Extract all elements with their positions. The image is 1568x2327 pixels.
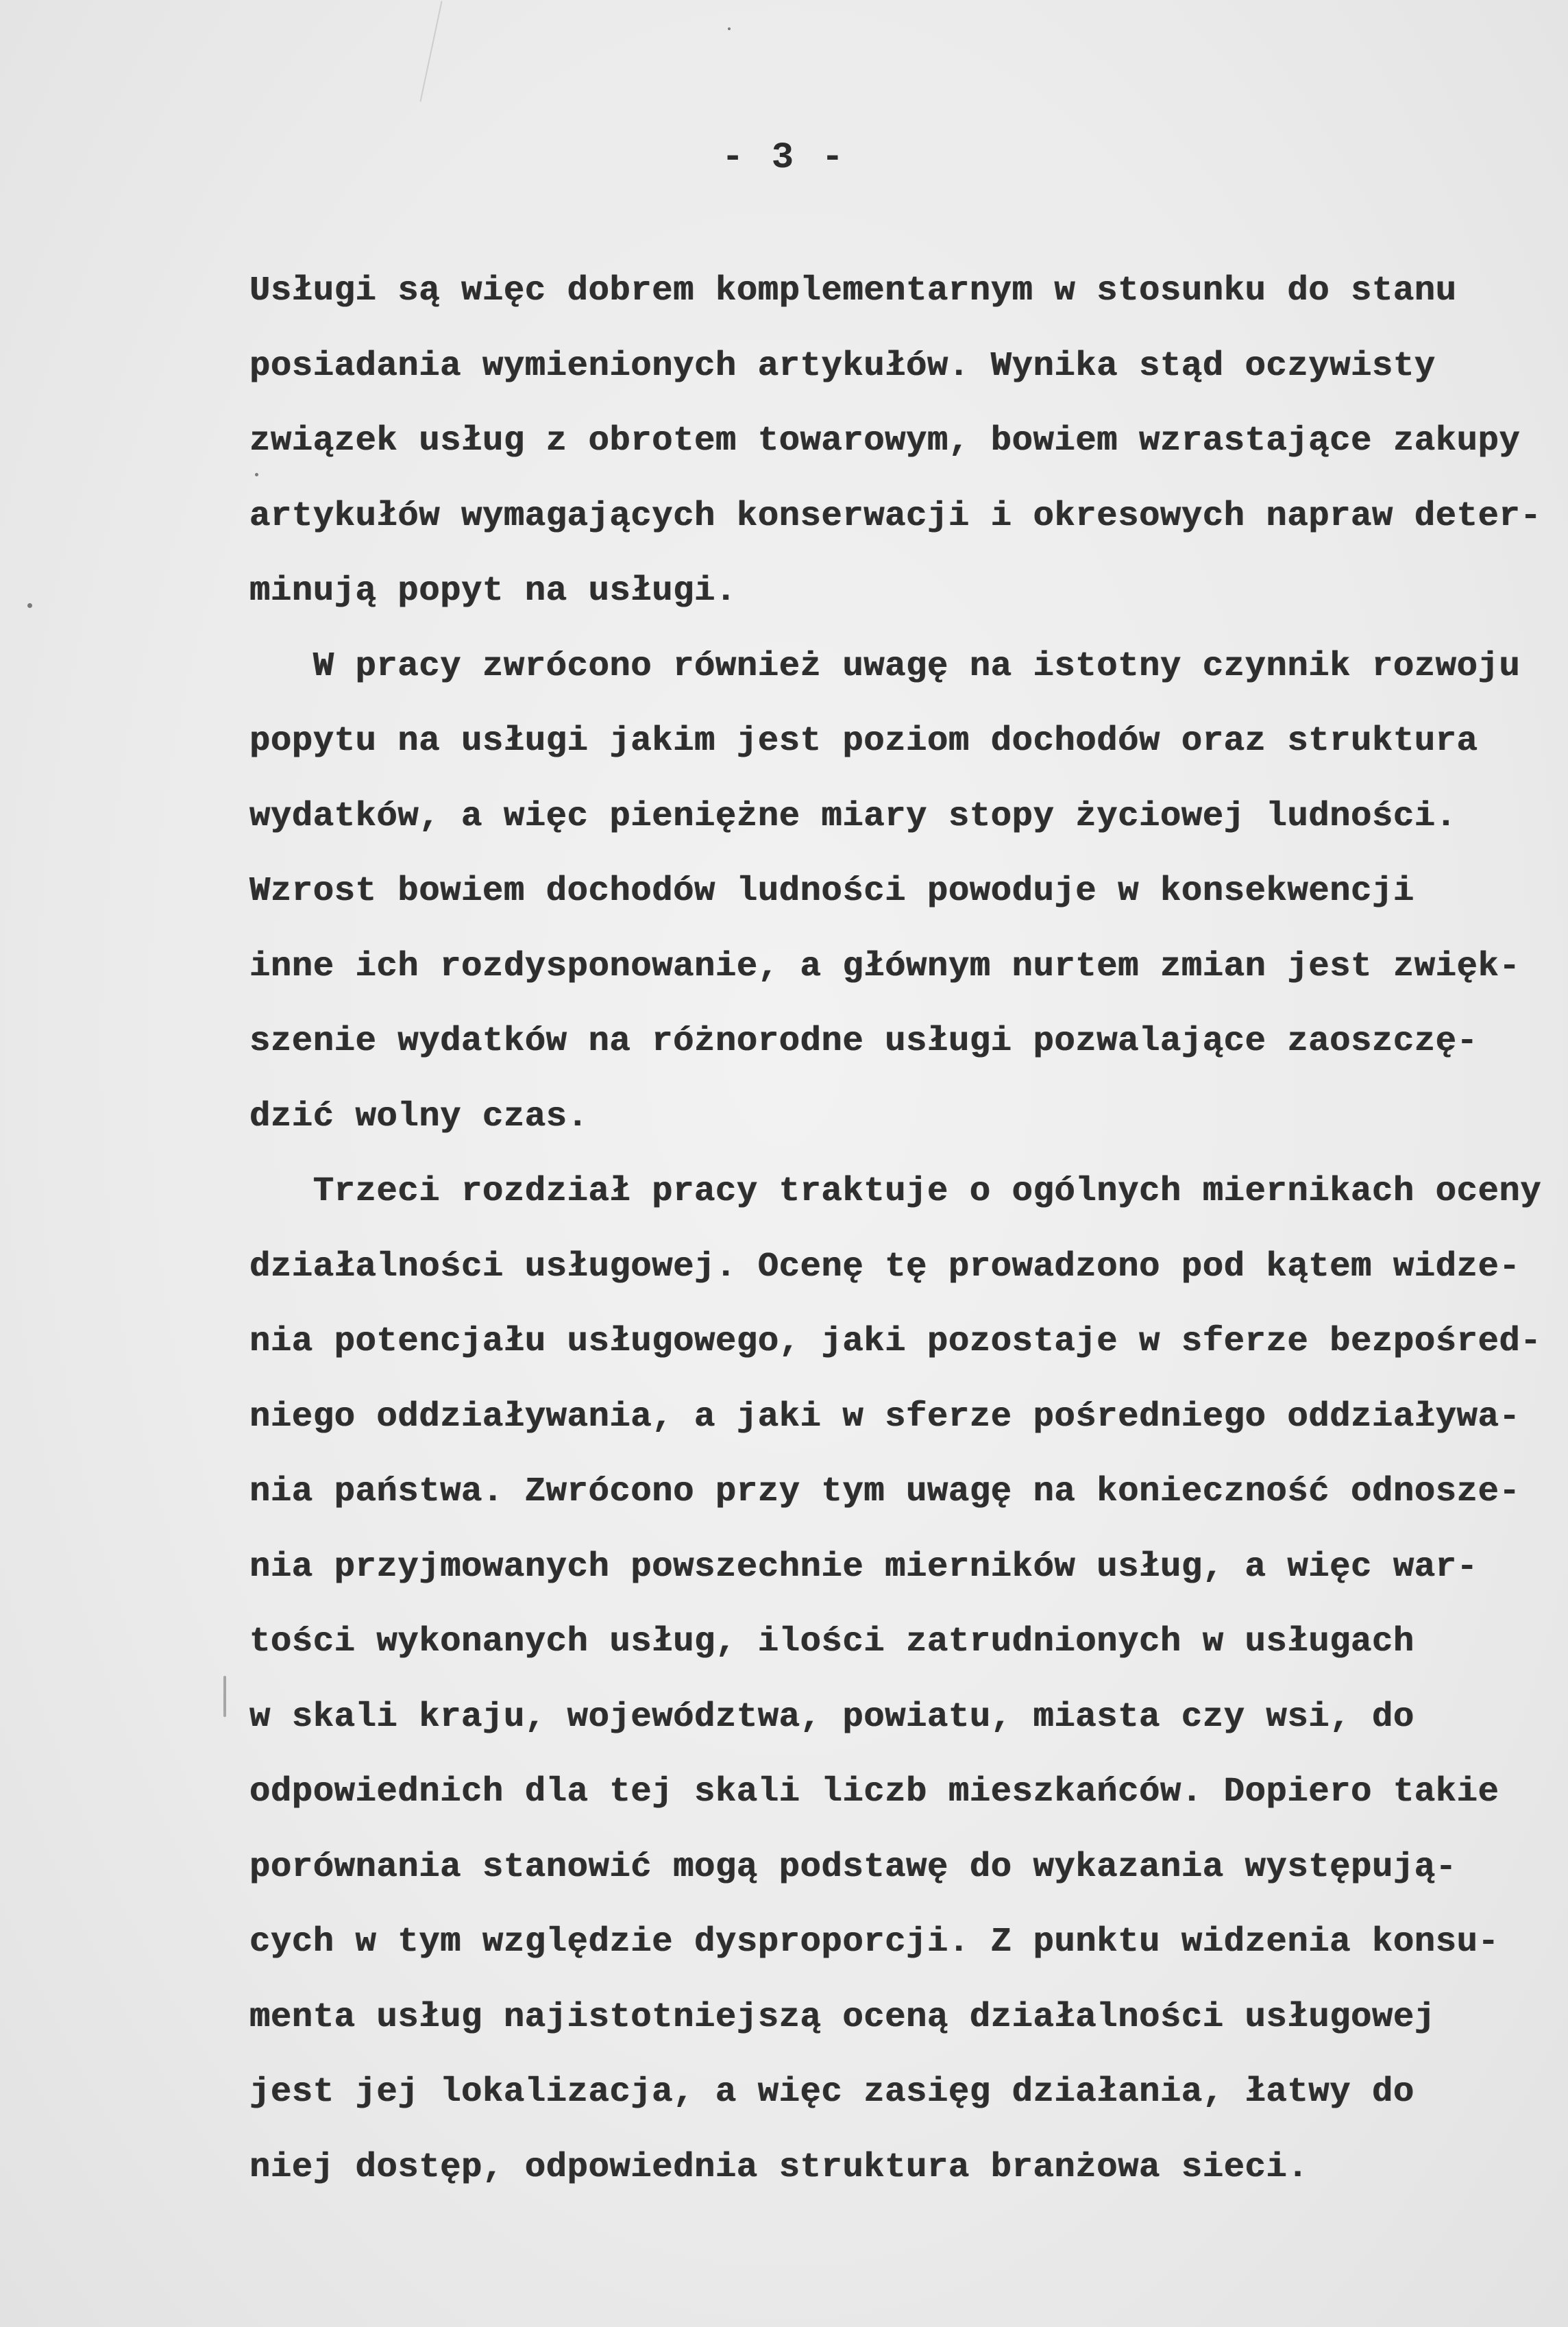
text-line: nia przyjmowanych powszechnie mierników usług, a więc war-: [249, 1547, 1478, 1587]
paper-speck: [223, 1676, 226, 1717]
text-line: popytu na usługi jakim jest poziom dochodów oraz struktura: [249, 722, 1478, 761]
text-line: W pracy zwrócono również uwagę na istotny czynnik rozwoju: [249, 646, 1521, 686]
text-line: cych w tym względzie dysproporcji. Z punktu widzenia konsu-: [249, 1923, 1499, 1962]
text-line: jest jej lokalizacja, a więc zasięg działania, łatwy do: [249, 2073, 1414, 2112]
text-line: menta usług najistotniejszą oceną działalności usługowej: [249, 1997, 1436, 2037]
text-line: porównania stanowić mogą podstawę do wykazania występują-: [249, 1847, 1457, 1887]
text-line: nia potencjału usługowego, jaki pozostaje w sferze bezpośred-: [249, 1322, 1542, 1361]
text-line: wydatków, a więc pieniężne miary stopy życiowej ludności.: [249, 796, 1457, 836]
text-line: nia państwa. Zwrócono przy tym uwagę na konieczność odnosze-: [249, 1472, 1521, 1511]
paper-speck: [728, 27, 731, 30]
text-line: niego oddziaływania, a jaki w sferze pośredniego oddziaływa-: [249, 1397, 1521, 1437]
text-line: niej dostęp, odpowiednia struktura branżowa sieci.: [249, 2147, 1309, 2187]
text-line: minują popyt na usługi.: [249, 572, 737, 611]
page-number: - 3 -: [721, 137, 847, 179]
text-line: odpowiednich dla tej skali liczb mieszkańców. Dopiero takie: [249, 1772, 1499, 1812]
text-line: związek usług z obrotem towarowym, bowiem wzrastające zakupy: [249, 422, 1521, 461]
text-line: Usługi są więc dobrem komplementarnym w stosunku do stanu: [249, 271, 1457, 310]
text-line: tości wykonanych usług, ilości zatrudnionych w usługach: [249, 1622, 1414, 1661]
text-line: szenie wydatków na różnorodne usługi pozwalające zaoszczę-: [249, 1022, 1478, 1061]
text-line: dzić wolny czas.: [249, 1097, 589, 1136]
text-line: inne ich rozdysponowanie, a głównym nurtem zmian jest zwięk-: [249, 947, 1521, 986]
text-line: w skali kraju, województwa, powiatu, miasta czy wsi, do: [249, 1697, 1414, 1737]
text-line: artykułów wymagających konserwacji i okresowych napraw deter-: [249, 496, 1542, 536]
text-line: działalności usługowej. Ocenę tę prowadzono pod kątem widze-: [249, 1247, 1521, 1287]
text-line: posiadania wymienionych artykułów. Wynika stąd oczywisty: [249, 346, 1436, 386]
text-line: Trzeci rozdział pracy traktuje o ogólnych miernikach oceny: [249, 1172, 1542, 1211]
body-text: [249, 254, 1552, 2205]
paper-crease: [419, 1, 442, 101]
paper-speck: [27, 603, 32, 608]
text-line: Wzrost bowiem dochodów ludności powoduje w konsekwencji: [249, 872, 1414, 911]
